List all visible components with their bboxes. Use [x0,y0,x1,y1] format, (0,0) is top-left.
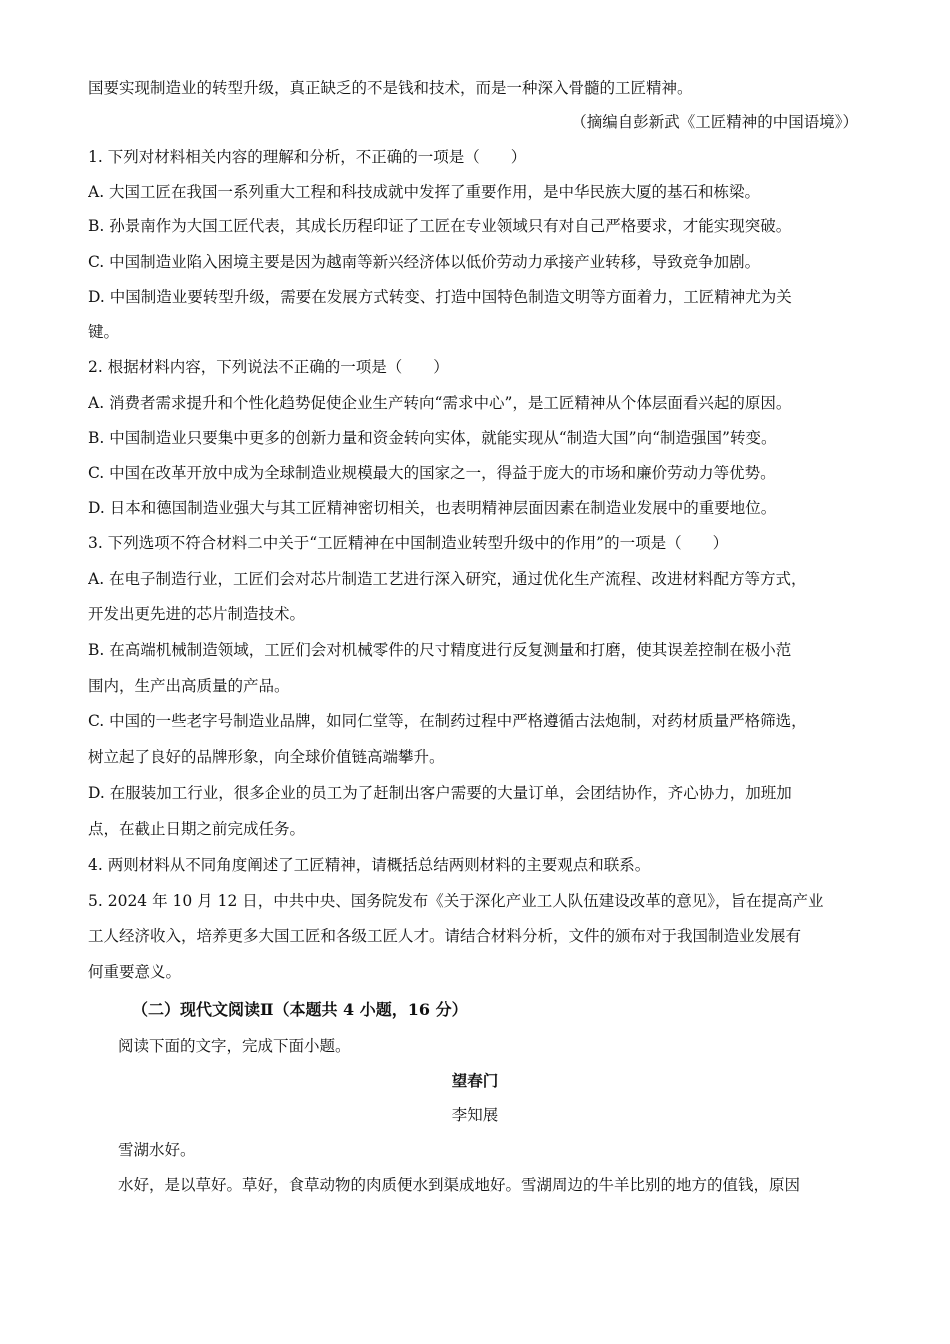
question-3-option-a-cont: 开发出更先进的芯片制造技术。 [88,605,306,623]
section-title: （二）现代文阅读Ⅱ（本题共 4 小题，16 分） [132,1000,468,1019]
reading-instruction: 阅读下面的文字，完成下面小题。 [118,1037,351,1055]
question-3-option-d-cont: 点，在截止日期之前完成任务。 [88,820,306,838]
question-2-option-c: C. 中国在改革开放中成为全球制造业规模最大的国家之一，得益于庞大的市场和廉价劳动力等优势。 [88,464,776,482]
question-2-stem: 2. 根据材料内容，下列说法不正确的一项是（ ） [88,358,449,376]
question-3-option-c-cont: 树立起了良好的品牌形象，向全球价值链高端攀升。 [88,748,445,766]
source-note: （摘编自彭新武《工匠精神的中国语境》） [571,113,858,131]
article-paragraph-1: 雪湖水好。 [118,1141,196,1159]
article-title: 望春门 [451,1071,499,1090]
question-2-option-d: D. 日本和德国制造业强大与其工匠精神密切相关，也表明精神层面因素在制造业发展中的重要地位。 [88,499,777,517]
question-3-option-c: C. 中国的一些老字号制造业品牌，如同仁堂等，在制药过程中严格遵循古法炮制，对药材质量严格筛选， [88,712,807,730]
intro-tail-text: 国要实现制造业的转型升级，真正缺乏的不是钱和技术，而是一种深入骨髓的工匠精神。 [88,79,693,97]
question-3-stem: 3. 下列选项不符合材料二中关于“工匠精神在中国制造业转型升级中的作用”的一项是（ ） [88,534,729,552]
question-2-option-b: B. 中国制造业只要集中更多的创新力量和资金转向实体，就能实现从“制造大国”向“制造强国”转变。 [88,429,777,447]
question-5-cont-2: 何重要意义。 [88,963,182,981]
question-1-option-d-cont: 键。 [88,323,120,341]
question-2-option-a: A. 消费者需求提升和个性化趋势促使企业生产转向“需求中心”，是工匠精神从个体层面看兴起的原因。 [88,394,792,412]
question-3-option-b: B. 在高端机械制造领域，工匠们会对机械零件的尺寸精度进行反复测量和打磨，使其误差控制在极小范 [88,641,792,659]
question-3-option-b-cont: 围内，生产出高质量的产品。 [88,677,290,695]
question-3-option-a: A. 在电子制造行业，工匠们会对芯片制造工艺进行深入研究，通过优化生产流程、改进材料配方等方式， [88,570,807,588]
question-3-option-d: D. 在服装加工行业，很多企业的员工为了赶制出客户需要的大量订单，会团结协作，齐心协力，加班加 [88,784,792,802]
question-1-option-b: B. 孙景南作为大国工匠代表，其成长历程印证了工匠在专业领域只有对自己严格要求，才能实现突破。 [88,217,792,235]
article-paragraph-2: 水好，是以草好。草好，食草动物的肉质便水到渠成地好。雪湖周边的牛羊比别的地方的值钱，原因 [118,1176,801,1194]
question-1-stem: 1. 下列对材料相关内容的理解和分析，不正确的一项是（ ） [88,148,527,166]
question-1-option-c: C. 中国制造业陷入困境主要是因为越南等新兴经济体以低价劳动力承接产业转移，导致竞争加剧。 [88,253,761,271]
question-1-option-a: A. 大国工匠在我国一系列重大工程和科技成就中发挥了重要作用，是中华民族大厦的基石和栋梁。 [88,183,761,201]
article-author: 李知展 [451,1106,499,1124]
question-4-stem: 4. 两则材料从不同角度阐述了工匠精神，请概括总结两则材料的主要观点和联系。 [88,856,651,874]
question-1-option-d: D. 中国制造业要转型升级，需要在发展方式转变、打造中国特色制造文明等方面着力，工匠精神尤为关 [88,288,792,306]
question-5-cont-1: 工人经济收入，培养更多大国工匠和各级工匠人才。请结合材料分析，文件的颁布对于我国制造业发展有 [88,927,802,945]
question-5-stem: 5. 2024 年 10 月 12 日，中共中央、国务院发布《关于深化产业工人队伍建设改革的意见》，旨在提高产业 [88,892,824,910]
